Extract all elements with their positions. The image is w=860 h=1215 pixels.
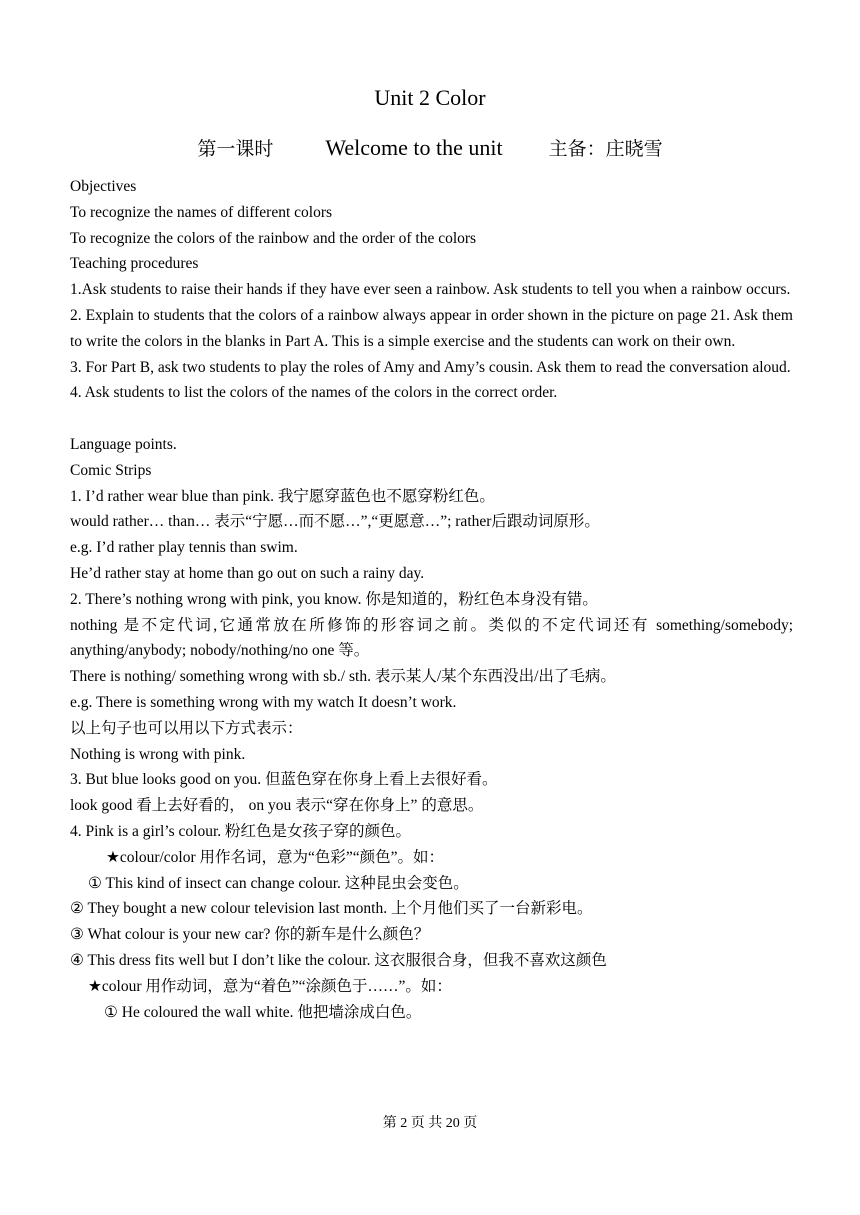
example-line: Nothing is wrong with pink. <box>70 745 246 763</box>
blank-line <box>70 406 793 432</box>
document-title: Unit 2 Color <box>374 85 486 110</box>
document-subtitle <box>0 135 860 163</box>
note-paragraph: nothing 是不定代词,它通常放在所修饰的形容词之前。类似的不定代词还有 something/somebody; anything/anybody; nobody/nothing/no one 等。 <box>70 616 793 660</box>
star-note-noun: ★colour/color 用作名词，意为“色彩”“颜色”。如： <box>106 848 445 866</box>
point-line: 3. But blue looks good on you. 但蓝色穿在你身上看上去很好看。 <box>70 771 498 789</box>
procedure-line: 4. Ask students to list the colors of the names of the colors in the correct order. <box>70 384 558 402</box>
heading-comic-strips: Comic Strips <box>70 461 152 479</box>
example-item: ③ What colour is your new car? 你的新车是什么颜色？ <box>70 926 430 944</box>
author-label: 主备：庄晓雪 <box>548 139 663 160</box>
heading-teaching-procedures: Teaching procedures <box>70 255 199 273</box>
example-line: He’d rather stay at home than go out on such a rainy day. <box>70 564 425 582</box>
point-line: 4. Pink is a girl’s colour. 粉红色是女孩子穿的颜色。 <box>70 822 412 840</box>
example-line: e.g. There is something wrong with my watch It doesn’t work. <box>70 693 457 711</box>
procedure-paragraph: 2. Explain to students that the colors of a rainbow always appear in order shown in the picture on page 21. Ask them to write the colors in the blanks in Part A. This is a simple exercise and the students can work on their own. <box>70 306 793 350</box>
example-item: ① This kind of insect can change colour. 这种昆虫会变色。 <box>88 874 469 892</box>
star-note-verb: ★colour 用作动词，意为“着色”“涂颜色于……”。如： <box>88 977 452 995</box>
point-line: There is nothing/ something wrong with sb./ sth. 表示某人/某个东西没出/出了毛病。 <box>70 668 616 686</box>
example-item: ② They bought a new colour television last month. 上个月他们买了一台新彩电。 <box>70 900 593 918</box>
lesson-label: 第一课时 <box>197 139 274 160</box>
note-line: look good 看上去好看的， on you 表示“穿在你身上” 的意思。 <box>70 797 484 815</box>
point-line: would rather… than… 表示“宁愿…而不愿…”,“更愿意…”; rather后跟动词原形。 <box>70 513 600 531</box>
example-line: e.g. I’d rather play tennis than swim. <box>70 539 298 557</box>
example-item: ④ This dress fits well but I don’t like the colour. 这衣服很合身，但我不喜欢这颜色 <box>70 951 607 969</box>
heading-objectives: Objectives <box>70 178 137 195</box>
procedure-paragraph: 1.Ask students to raise their hands if they have ever seen a rainbow. Ask students to tell you when a rainbow occurs. <box>70 281 791 299</box>
objective-line: To recognize the names of different colors <box>70 203 333 221</box>
point-line: 1. I’d rather wear blue than pink. 我宁愿穿蓝色也不愿穿粉红色。 <box>70 487 495 505</box>
topic-label: Welcome to the unit <box>325 135 503 160</box>
objective-line: To recognize the colors of the rainbow and the order of the colors <box>70 229 477 247</box>
document-body <box>70 174 793 1025</box>
example-item: ① He coloured the wall white. 他把墙涂成白色。 <box>104 1003 422 1021</box>
procedure-paragraph: 3. For Part B, ask two students to play the roles of Amy and Amy’s cousin. Ask them to read the conversation aloud. <box>70 358 791 376</box>
note-line: 以上句子也可以用以下方式表示： <box>70 719 303 737</box>
page-footer: 第 2 页 共 20 页 <box>382 1116 478 1131</box>
point-line: 2. There’s nothing wrong with pink, you know. 你是知道的，粉红色本身没有错。 <box>70 590 598 608</box>
heading-language-points: Language points. <box>70 435 177 453</box>
